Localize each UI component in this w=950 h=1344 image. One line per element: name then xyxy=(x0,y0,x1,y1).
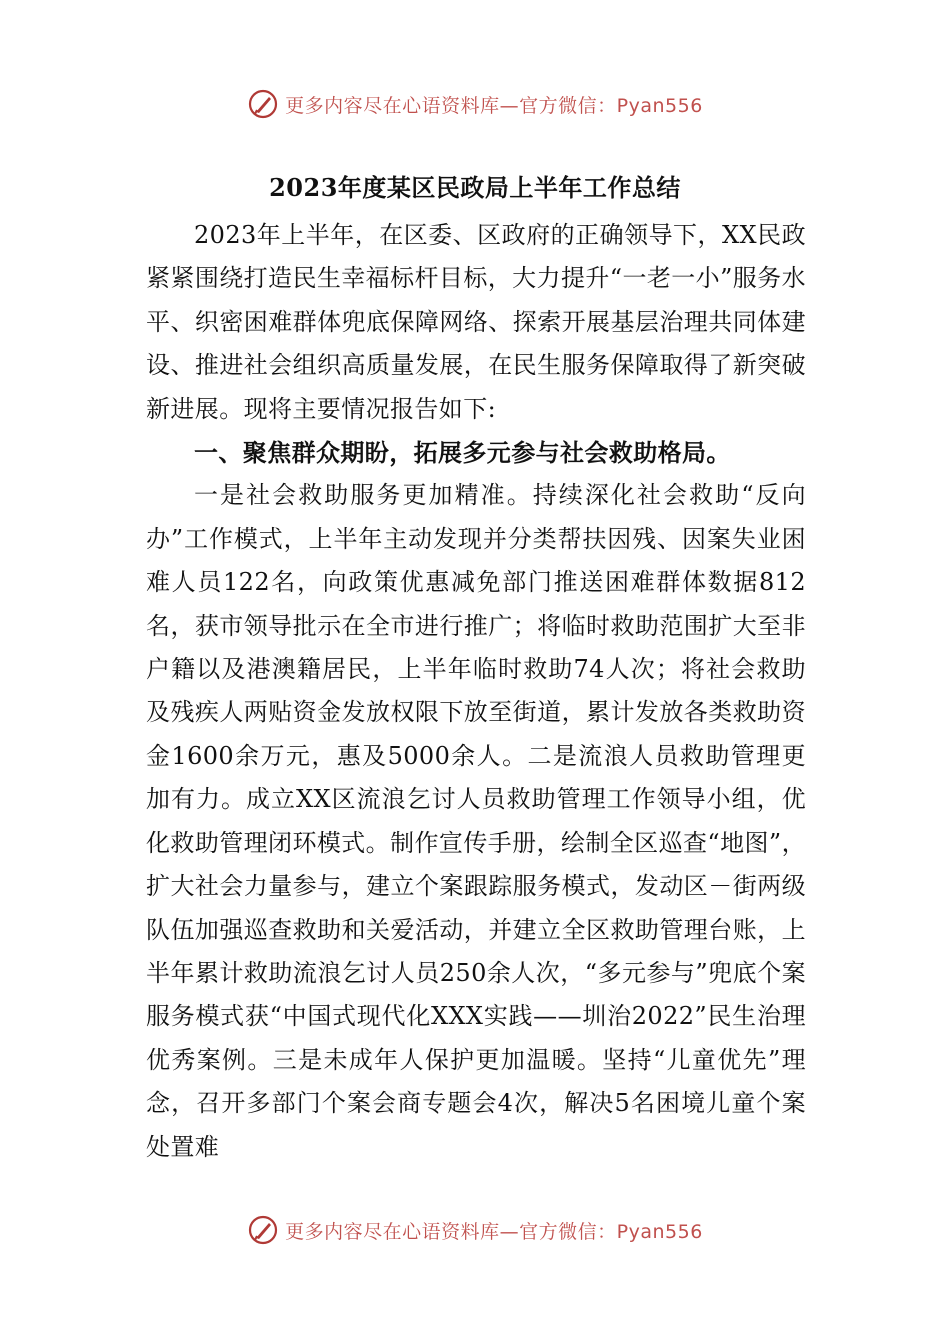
document-title: 2023年度某区民政局上半年工作总结 xyxy=(269,173,681,202)
section-1-heading: 一、聚焦群众期盼，拓展多元参与社会救助格局。 xyxy=(194,438,731,468)
watermark-text: 更多内容尽在心语资料库—官方微信：Pyan556 xyxy=(285,94,703,117)
watermark-banner-bottom xyxy=(0,1210,950,1250)
document-body xyxy=(146,214,806,1169)
quill-pen-logo-icon xyxy=(247,88,279,120)
intro-paragraph: 2023年上半年，在区委、区政府的正确领导下，XX民政紧紧围绕打造民生幸福标杆目标，大力提升“一老一小”服务水平、织密困难群体兜底保障网络、探索开展基层治理共同体建设、推进社会组织高质量发展，在民生服务保障取得了新突破新进展。现将主要情况报告如下: xyxy=(146,221,806,423)
watermark-text: 更多内容尽在心语资料库—官方微信：Pyan556 xyxy=(285,1220,703,1243)
quill-pen-logo-icon xyxy=(247,1214,279,1246)
watermark-banner-top xyxy=(0,84,950,124)
section-1-paragraph: 一是社会救助服务更加精准。持续深化社会救助“反向办”工作模式，上半年主动发现并分类帮扶因残、因案失业困难人员122名，向政策优惠减免部门推送困难群体数据812名，获市领导批示在全市进行推广；将临时救助范围扩大至非户籍以及港澳籍居民，上半年临时救助74人次；将社会救助及残疾人两贴资金发放权限下放至街道，累计发放各类救助资金1600余万元，惠及5000余人。二是流浪人员救助管理更加有力。成立XX区流浪乞讨人员救助管理工作领导小组，优化救助管理闭环模式。制作宣传手册，绘制全区巡查“地图”，扩大社会力量参与，建立个案跟踪服务模式，发动区－街两级队伍加强巡查救助和关爱活动，并建立全区救助管理台账，上半年累计救助流浪乞讨人员250余人次，“多元参与”兜底个案服务模式获“中国式现代化XXX实践——圳治2022”民生治理优秀案例。三是未成年人保护更加温暖。坚持“儿童优先”理念，召开多部门个案会商专题会4次，解决5名困境儿童个案处置难 xyxy=(146,481,806,1161)
